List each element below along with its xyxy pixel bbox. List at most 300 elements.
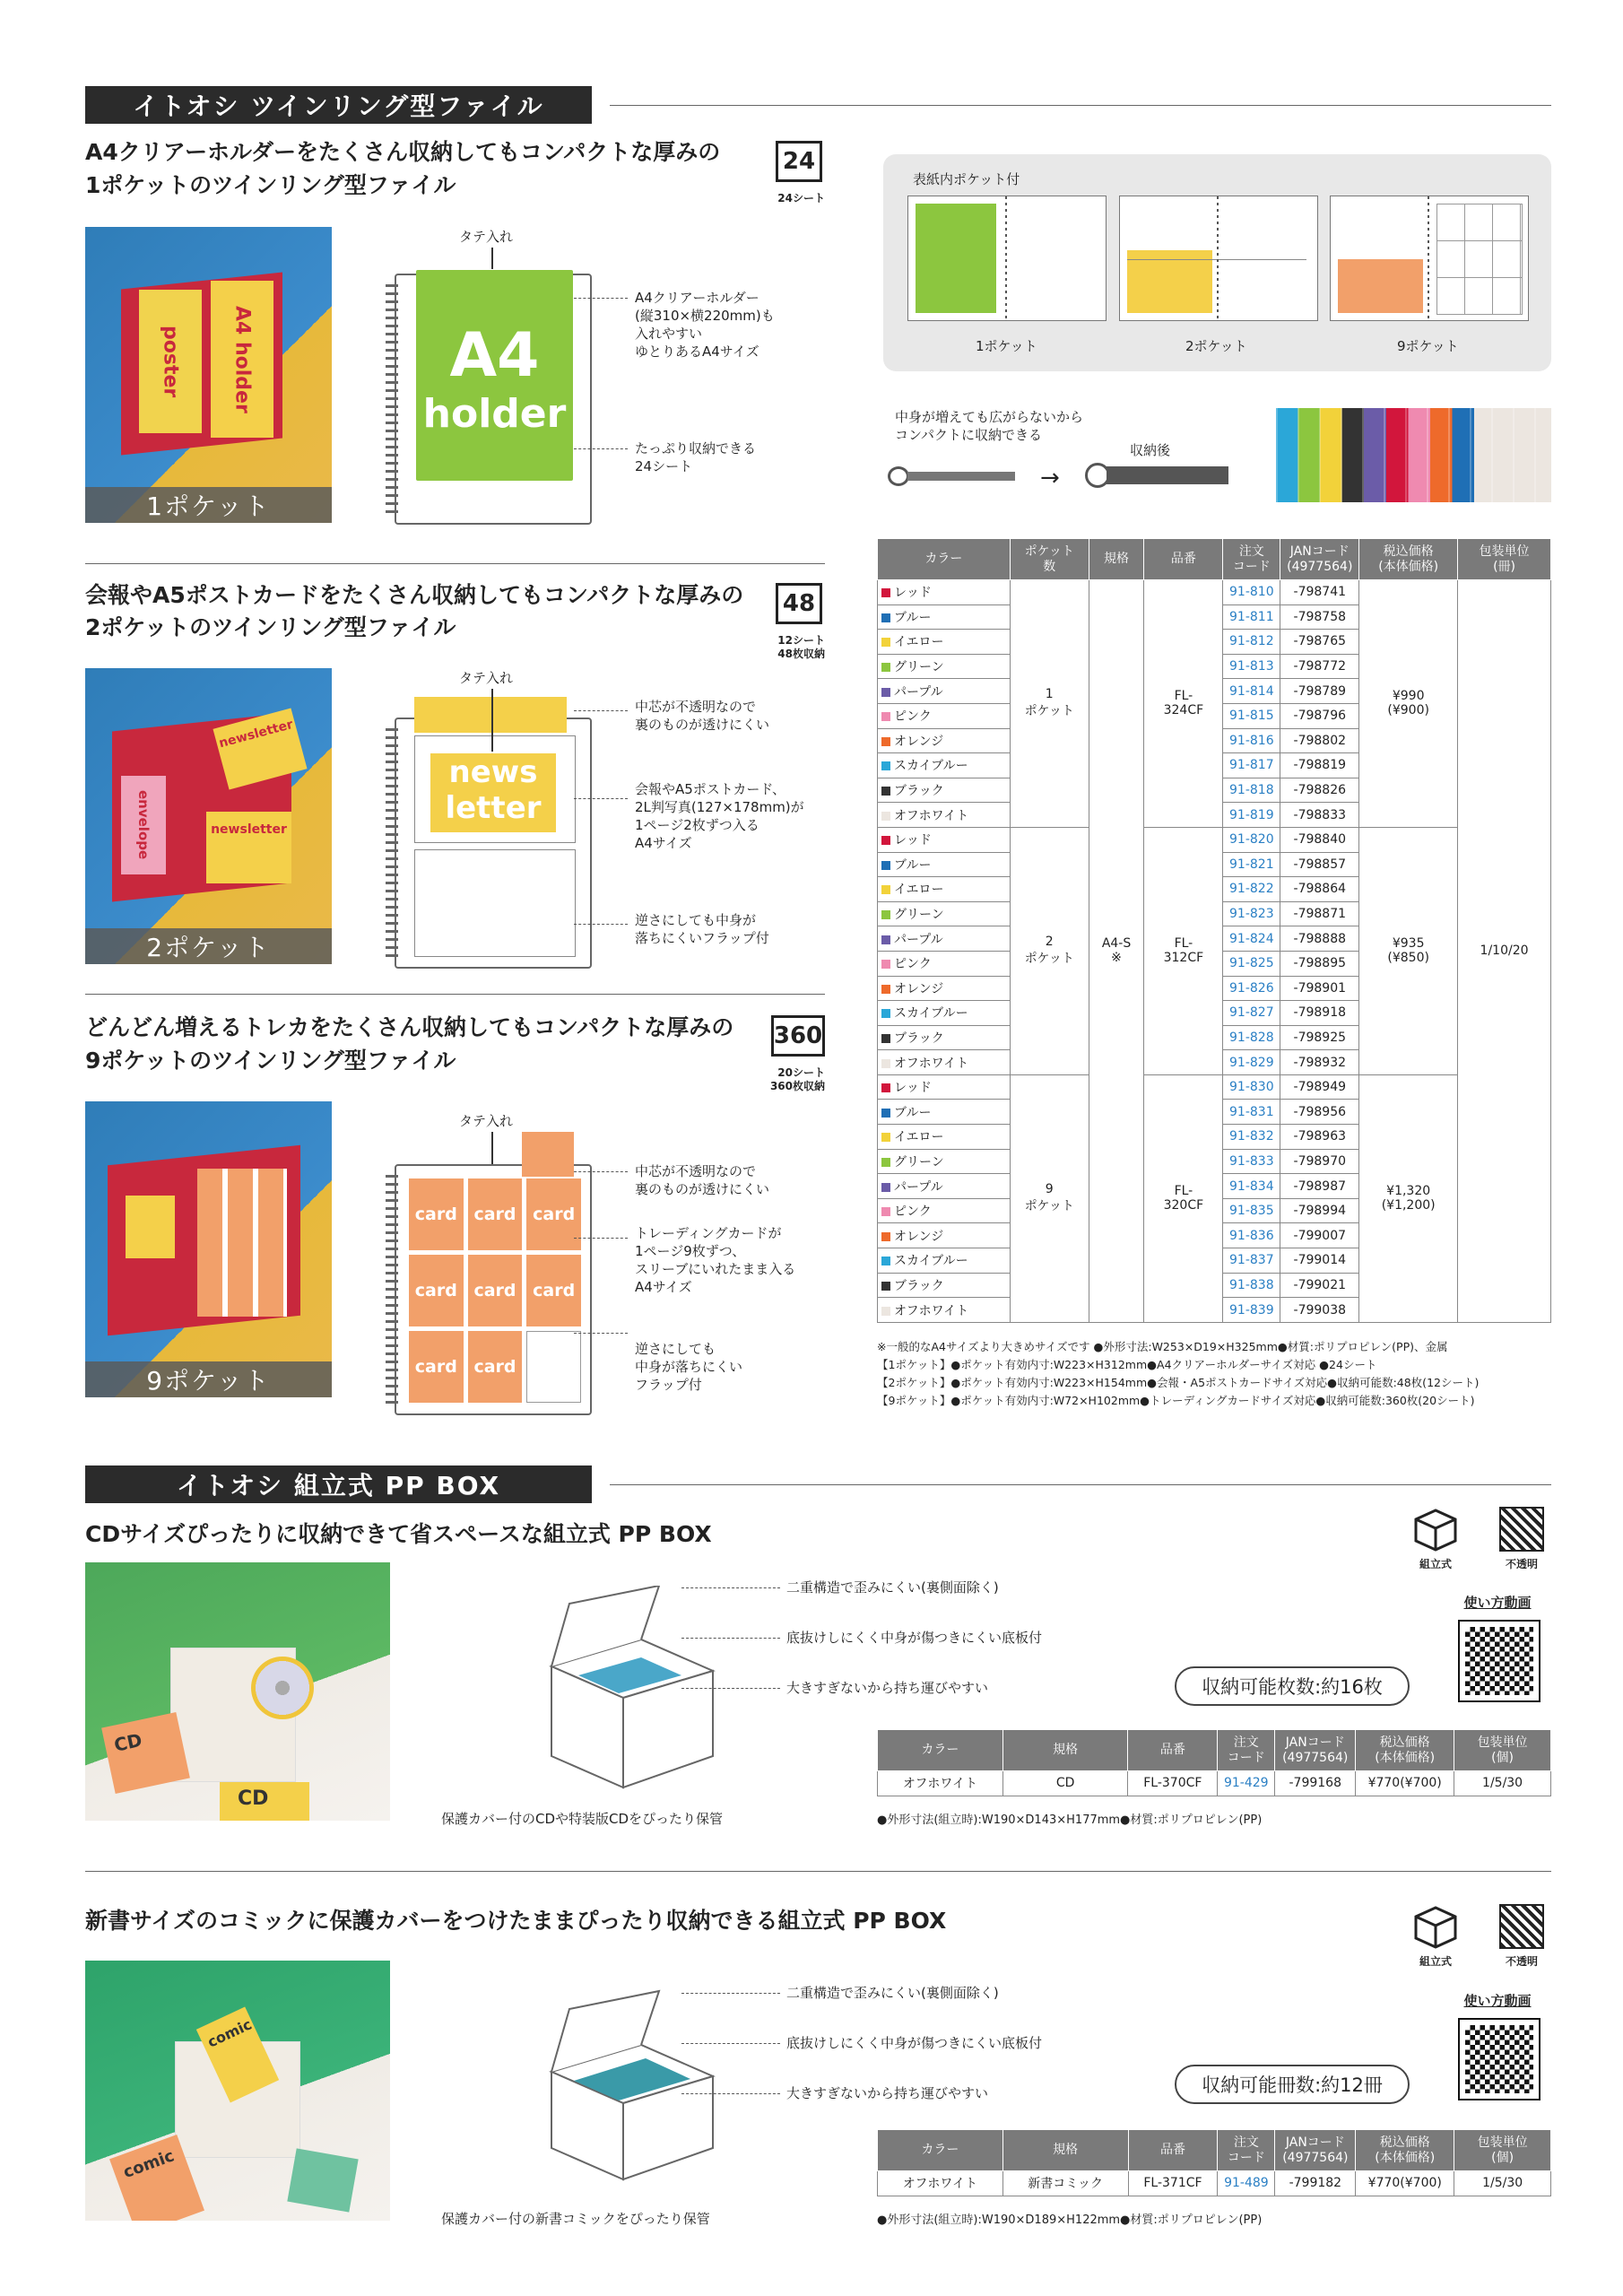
insert-arrow-icon bbox=[491, 689, 493, 752]
color-cell bbox=[878, 803, 1011, 828]
order-code-cell: 91-816 bbox=[1223, 728, 1280, 753]
order-code-cell: 91-824 bbox=[1223, 926, 1280, 952]
color-name: レッド bbox=[894, 833, 932, 848]
price-cell: ¥935 (¥850) bbox=[1359, 827, 1458, 1074]
jan-cell: -799038 bbox=[1280, 1298, 1359, 1323]
jan-cell: -799007 bbox=[1280, 1223, 1359, 1248]
color-swatch bbox=[881, 737, 890, 746]
order-code-cell: 91-817 bbox=[1223, 753, 1280, 778]
color-cell bbox=[878, 901, 1011, 926]
color-swatch bbox=[881, 613, 890, 622]
jan-cell: -798826 bbox=[1280, 778, 1359, 803]
product-code-cell: FL- 324CF bbox=[1144, 580, 1223, 828]
color-name: ブルー bbox=[894, 1105, 932, 1120]
jan-cell: -798932 bbox=[1280, 1050, 1359, 1075]
color-cell bbox=[878, 1298, 1011, 1323]
box2-table-row bbox=[878, 2171, 1551, 2196]
pocket-cell: 1 ポケット bbox=[1010, 580, 1089, 828]
sheet-count-caption: 24シート bbox=[777, 192, 825, 204]
file1-title-line2: 1ポケットのツインリング型ファイル bbox=[85, 172, 456, 198]
order-code-cell: 91-833 bbox=[1223, 1149, 1280, 1174]
jan-cell: -798758 bbox=[1280, 604, 1359, 630]
illus-news: news bbox=[448, 754, 538, 790]
box1-order: 91-429 bbox=[1218, 1771, 1275, 1796]
th-price: 税込価格 (本体価格) bbox=[1359, 539, 1458, 580]
order-code-cell: 91-831 bbox=[1223, 1100, 1280, 1125]
color-name: ピンク bbox=[894, 709, 932, 725]
file1-note-2: たっぷり収納できる 24シート bbox=[635, 440, 757, 474]
color-cell bbox=[878, 654, 1011, 679]
color-cell bbox=[878, 852, 1011, 877]
order-code-cell: 91-834 bbox=[1223, 1174, 1280, 1199]
color-swatch bbox=[881, 1232, 890, 1241]
card-slot: card bbox=[409, 1331, 464, 1403]
color-cell bbox=[878, 827, 1011, 852]
file3-illustration bbox=[395, 1164, 592, 1415]
color-cell bbox=[878, 1174, 1011, 1199]
compact-text: 中身が増えても広がらないから コンパクトに収納できる bbox=[895, 409, 1084, 443]
product-code-cell: FL- 312CF bbox=[1144, 827, 1223, 1074]
color-swatch bbox=[881, 1307, 890, 1316]
assembly-icon bbox=[1410, 1904, 1461, 1951]
th-jan: JANコード (4977564) bbox=[1275, 2130, 1356, 2171]
box2-code: FL-371CF bbox=[1128, 2171, 1218, 2196]
box2-price: ¥770(¥700) bbox=[1356, 2171, 1454, 2196]
color-swatch bbox=[881, 935, 890, 944]
box2-order: 91-489 bbox=[1218, 2171, 1275, 2196]
color-cell bbox=[878, 1025, 1011, 1050]
file3-tate-label: タテ入れ bbox=[459, 1113, 514, 1129]
th-unit: 包装単位 (個) bbox=[1454, 2130, 1551, 2171]
jan-cell: -798949 bbox=[1280, 1074, 1359, 1100]
color-swatch bbox=[881, 663, 890, 672]
jan-cell: -798772 bbox=[1280, 654, 1359, 679]
color-swatch bbox=[881, 688, 890, 697]
box2-spec-table bbox=[877, 2129, 1551, 2196]
color-swatch bbox=[881, 861, 890, 870]
order-code-cell: 91-818 bbox=[1223, 778, 1280, 803]
th-color: カラー bbox=[878, 2130, 1003, 2171]
color-swatch bbox=[881, 910, 890, 919]
jan-cell: -798796 bbox=[1280, 703, 1359, 728]
th-order: 注文 コード bbox=[1223, 539, 1280, 580]
color-cell bbox=[878, 703, 1011, 728]
color-swatch bbox=[881, 836, 890, 845]
color-swatch bbox=[881, 1009, 890, 1018]
jan-cell: -798918 bbox=[1280, 1001, 1359, 1026]
th-size: 規格 bbox=[1002, 2130, 1128, 2171]
th-jan: JANコード (4977564) bbox=[1280, 539, 1359, 580]
file-table-header bbox=[878, 539, 1551, 580]
cover-pocket-title: 表紙内ポケット付 bbox=[913, 171, 1020, 187]
color-cell bbox=[878, 679, 1011, 704]
box1-illustration bbox=[534, 1586, 740, 1792]
th-price: 税込価格 (本体価格) bbox=[1356, 1730, 1454, 1771]
photo-poster: poster bbox=[139, 290, 202, 433]
arrow-right-icon: → bbox=[1040, 465, 1060, 491]
file3-title-line2: 9ポケットのツインリング型ファイル bbox=[85, 1048, 456, 1074]
file2-note-1: 中芯が不透明なので 裏のものが透けにくい bbox=[635, 699, 770, 733]
photo-cd-case-1: CD bbox=[101, 1712, 190, 1794]
order-code-cell: 91-827 bbox=[1223, 1001, 1280, 1026]
file2-title-line2: 2ポケットのツインリング型ファイル bbox=[85, 614, 456, 640]
order-code-cell: 91-832 bbox=[1223, 1125, 1280, 1150]
pocket-cell: 9 ポケット bbox=[1010, 1074, 1089, 1322]
color-name: オレンジ bbox=[894, 1229, 944, 1244]
table-row bbox=[878, 1074, 1551, 1100]
order-code-cell: 91-815 bbox=[1223, 703, 1280, 728]
opaque-icon bbox=[1499, 1507, 1544, 1552]
illus-holder: holder bbox=[422, 391, 567, 437]
order-code-cell: 91-829 bbox=[1223, 1050, 1280, 1075]
box2-capacity-pill: 収納可能冊数:約12冊 bbox=[1175, 2065, 1410, 2104]
th-code: 品番 bbox=[1128, 1730, 1218, 1771]
order-code-cell: 91-814 bbox=[1223, 679, 1280, 704]
color-cell bbox=[878, 778, 1011, 803]
box1-code: FL-370CF bbox=[1128, 1771, 1218, 1796]
product-code-cell: FL- 320CF bbox=[1144, 1074, 1223, 1322]
order-code-cell: 91-828 bbox=[1223, 1025, 1280, 1050]
file3-note-3: 逆さにしても 中身が落ちにくい フラップ付 bbox=[635, 1341, 743, 1393]
color-name: グリーン bbox=[894, 1154, 944, 1170]
pocket9-illustration bbox=[1330, 196, 1529, 321]
photo-newsletter-1: newsletter bbox=[213, 709, 307, 790]
jan-cell: -798833 bbox=[1280, 803, 1359, 828]
order-code-cell: 91-821 bbox=[1223, 852, 1280, 877]
card-slot: card bbox=[409, 1178, 464, 1250]
card-slot: card bbox=[526, 1255, 581, 1326]
box1-unit: 1/5/30 bbox=[1454, 1771, 1551, 1796]
th-jan: JANコード (4977564) bbox=[1275, 1730, 1356, 1771]
table-row bbox=[878, 827, 1551, 852]
file-footnotes: ※一般的なA4サイズより大きめサイズです ●外形寸法:W253×D19×H325mm●材質:ポリプロピレン(PP)、金属 【1ポケット】●ポケット有効内寸:W223×H312mm●A4クリアーホルダーサイズ対応 ●24シート 【2ポケット】●ポケット有効内寸:W223×H154mm●会報・A5ポストカードサイズ対応●収納可能数:48枚(12シート) 【9ポケット】●ポケット有効内寸:W72×H102mm●トレーディングカードサイズ対応●収納可能数:360枚(20シート) bbox=[877, 1340, 1480, 1407]
price-cell: ¥990 (¥900) bbox=[1359, 580, 1458, 828]
color-swatch bbox=[881, 1083, 890, 1092]
th-order: 注文 コード bbox=[1218, 2130, 1275, 2171]
box1-spec: ●外形寸法(組立時):W190×D143×H177mm●材質:ポリプロピレン(PP) bbox=[877, 1813, 1263, 1827]
file-section-rule bbox=[610, 105, 1551, 106]
order-code-cell: 91-825 bbox=[1223, 951, 1280, 976]
file2-tate-label: タテ入れ bbox=[459, 670, 514, 686]
jan-cell: -798925 bbox=[1280, 1025, 1359, 1050]
color-cell bbox=[878, 1198, 1011, 1223]
size-cell: A4-S ※ bbox=[1089, 580, 1144, 1323]
color-swatch bbox=[881, 761, 890, 770]
file2-title-line1: 会報やA5ポストカードをたくさん収納してもコンパクトな厚みの bbox=[85, 582, 744, 608]
box2-color: オフホワイト bbox=[878, 2171, 1003, 2196]
color-cell bbox=[878, 1001, 1011, 1026]
howto-qr-code[interactable] bbox=[1460, 1622, 1539, 1700]
jan-cell: -798802 bbox=[1280, 728, 1359, 753]
box2-size: 新書コミック bbox=[1002, 2171, 1128, 2196]
file1-illustration bbox=[395, 274, 592, 525]
th-size: 規格 bbox=[1002, 1730, 1128, 1771]
color-name: パープル bbox=[894, 1179, 943, 1195]
card-slot: card bbox=[468, 1331, 523, 1403]
jan-cell: -798857 bbox=[1280, 852, 1359, 877]
order-code-cell: 91-837 bbox=[1223, 1248, 1280, 1274]
color-name: オレンジ bbox=[894, 734, 944, 749]
color-cell bbox=[878, 1050, 1011, 1075]
color-swatch bbox=[881, 1158, 890, 1167]
color-swatch bbox=[881, 1034, 890, 1043]
th-color: カラー bbox=[878, 1730, 1003, 1771]
file-section-band: イトオシ ツインリング型ファイル bbox=[85, 86, 592, 124]
color-name: ブラック bbox=[894, 1278, 944, 1293]
color-name: スカイブルー bbox=[894, 759, 968, 774]
jan-cell: -798963 bbox=[1280, 1125, 1359, 1150]
file2-photo bbox=[85, 668, 332, 964]
th-unit: 包装単位 (冊) bbox=[1458, 539, 1551, 580]
price-cell: ¥1,320 (¥1,200) bbox=[1359, 1074, 1458, 1322]
box1-table-row bbox=[878, 1771, 1551, 1796]
color-name: ブルー bbox=[894, 857, 932, 873]
color-swatch bbox=[881, 1207, 890, 1216]
pocket1-illustration bbox=[907, 196, 1107, 321]
color-swatch bbox=[881, 885, 890, 894]
box2-unit: 1/5/30 bbox=[1454, 2171, 1551, 2196]
file3-photo-label: 9ポケット bbox=[85, 1361, 332, 1397]
file1-title-line1: A4クリアーホルダーをたくさん収納してもコンパクトな厚みの bbox=[85, 139, 721, 165]
file2-photo-label: 2ポケット bbox=[85, 928, 332, 964]
order-code-cell: 91-813 bbox=[1223, 654, 1280, 679]
color-name: ピンク bbox=[894, 957, 932, 972]
color-name: パープル bbox=[894, 932, 943, 947]
jan-cell: -798970 bbox=[1280, 1149, 1359, 1174]
file2-illustration bbox=[395, 718, 592, 969]
jan-cell: -798895 bbox=[1280, 951, 1359, 976]
photo-comic-2: comic bbox=[109, 2135, 204, 2221]
color-cell bbox=[878, 728, 1011, 753]
color-cell bbox=[878, 976, 1011, 1001]
photo-comic-1: comic bbox=[196, 2007, 279, 2103]
file2-note-2: 会報やA5ポストカード、 2L判写真(127×178mm)が 1ページ2枚ずつ入る A4サイズ bbox=[635, 781, 804, 851]
sheet-count-badge: 24 bbox=[776, 141, 822, 182]
box2-note-1: 二重構造で歪みにくい(裏側面除く) bbox=[786, 1985, 999, 2001]
color-lineup-image bbox=[1276, 408, 1551, 502]
jan-cell: -799014 bbox=[1280, 1248, 1359, 1274]
howto-video-label: 使い方動画 bbox=[1463, 1595, 1532, 1611]
color-name: スカイブルー bbox=[894, 1006, 968, 1022]
assembly-label: 組立式 bbox=[1419, 1558, 1452, 1570]
insert-arrow-icon bbox=[491, 1132, 493, 1166]
pocket-label-2: 2ポケット bbox=[1185, 338, 1247, 354]
th-unit: 包装単位 (個) bbox=[1454, 1730, 1551, 1771]
pocket-label-1: 1ポケット bbox=[976, 338, 1037, 354]
box1-color: オフホワイト bbox=[878, 1771, 1003, 1796]
illus-a4: A4 bbox=[449, 320, 540, 391]
order-code-cell: 91-836 bbox=[1223, 1223, 1280, 1248]
color-cell bbox=[878, 753, 1011, 778]
jan-cell: -799021 bbox=[1280, 1273, 1359, 1298]
ring-before-icon bbox=[888, 466, 1022, 486]
pocket-label-3: 9ポケット bbox=[1397, 338, 1459, 354]
box1-price: ¥770(¥700) bbox=[1356, 1771, 1454, 1796]
box2-jan: -799182 bbox=[1275, 2171, 1356, 2196]
color-swatch bbox=[881, 588, 890, 597]
illus-letter: letter bbox=[445, 790, 542, 826]
box2-note-2: 底抜けしにくく中身が傷つきにくい底板付 bbox=[786, 2035, 1043, 2051]
color-name: グリーン bbox=[894, 908, 944, 923]
color-swatch bbox=[881, 1257, 890, 1265]
jan-cell: -798819 bbox=[1280, 753, 1359, 778]
ring-after-icon bbox=[1085, 463, 1228, 488]
photo-envelope: envelope bbox=[121, 776, 166, 874]
color-cell bbox=[878, 604, 1011, 630]
color-cell bbox=[878, 580, 1011, 605]
box1-size: CD bbox=[1002, 1771, 1128, 1796]
card-grid bbox=[409, 1178, 581, 1403]
th-code: 品番 bbox=[1144, 539, 1223, 580]
card-slot: card bbox=[526, 1178, 581, 1250]
jan-cell: -798901 bbox=[1280, 976, 1359, 1001]
color-name: スカイブルー bbox=[894, 1254, 968, 1269]
color-cell bbox=[878, 877, 1011, 902]
jan-cell: -798871 bbox=[1280, 901, 1359, 926]
th-code: 品番 bbox=[1128, 2130, 1218, 2171]
card-slot: card bbox=[468, 1178, 523, 1250]
color-cell bbox=[878, 1273, 1011, 1298]
color-swatch bbox=[881, 787, 890, 796]
th-pocket: ポケット 数 bbox=[1010, 539, 1089, 580]
card-slot-empty bbox=[526, 1331, 581, 1403]
order-code-cell: 91-811 bbox=[1223, 604, 1280, 630]
opaque-icon bbox=[1499, 1904, 1544, 1949]
capacity-caption: 12シート 48枚収納 bbox=[777, 634, 825, 660]
box1-note-3: 大きすぎないから持ち運びやすい bbox=[786, 1680, 989, 1696]
photo-newsletter-2: newsletter bbox=[206, 812, 291, 883]
order-code-cell: 91-810 bbox=[1223, 580, 1280, 605]
card-slot: card bbox=[468, 1255, 523, 1326]
order-code-cell: 91-823 bbox=[1223, 901, 1280, 926]
box2-title: 新書サイズのコミックに保護カバーをつけたままぴったり収納できる組立式 PP BOX bbox=[85, 1908, 947, 1934]
th-price: 税込価格 (本体価格) bbox=[1356, 2130, 1454, 2171]
file-spec-table bbox=[877, 538, 1551, 1323]
photo-cd-case-2: CD bbox=[220, 1782, 309, 1821]
color-swatch bbox=[881, 1059, 890, 1068]
color-name: ブラック bbox=[894, 1031, 944, 1046]
box2-spec: ●外形寸法(組立時):W190×D189×H122mm●材質:ポリプロピレン(PP) bbox=[877, 2213, 1263, 2227]
color-name: イエロー bbox=[894, 1130, 944, 1145]
box1-note-1: 二重構造で歪みにくい(裏側面除く) bbox=[786, 1579, 999, 1596]
jan-cell: -798864 bbox=[1280, 877, 1359, 902]
color-swatch bbox=[881, 960, 890, 969]
color-cell bbox=[878, 1125, 1011, 1150]
color-cell bbox=[878, 1074, 1011, 1100]
file1-note-1: A4クリアーホルダー (縦310×横220mm)も 入れやすい ゆとりあるA4サイズ bbox=[635, 290, 775, 360]
box2-photo bbox=[85, 1961, 390, 2221]
color-cell bbox=[878, 1248, 1011, 1274]
color-name: イエロー bbox=[894, 883, 944, 898]
box1-photo bbox=[85, 1562, 390, 1821]
howto-video-label: 使い方動画 bbox=[1463, 1993, 1532, 2009]
color-name: ピンク bbox=[894, 1205, 932, 1220]
box1-capacity-pill: 収納可能枚数:約16枚 bbox=[1175, 1666, 1410, 1706]
file3-note-1: 中芯が不透明なので 裏のものが透けにくい bbox=[635, 1163, 770, 1197]
jan-cell: -798956 bbox=[1280, 1100, 1359, 1125]
jan-cell: -798765 bbox=[1280, 630, 1359, 655]
color-cell bbox=[878, 1149, 1011, 1174]
color-name: オフホワイト bbox=[894, 808, 969, 823]
file1-photo bbox=[85, 227, 332, 523]
order-code-cell: 91-820 bbox=[1223, 827, 1280, 852]
card-slot: card bbox=[409, 1255, 464, 1326]
file1-tate-label: タテ入れ bbox=[459, 229, 514, 245]
box2-caption: 保護カバー付の新書コミックをぴったり保管 bbox=[441, 2211, 710, 2227]
order-code-cell: 91-830 bbox=[1223, 1074, 1280, 1100]
order-code-cell: 91-839 bbox=[1223, 1298, 1280, 1323]
file2-note-3: 逆さにしても中身が 落ちにくいフラップ付 bbox=[635, 912, 769, 946]
th-order: 注文 コード bbox=[1218, 1730, 1275, 1771]
order-code-cell: 91-826 bbox=[1223, 976, 1280, 1001]
color-swatch bbox=[881, 638, 890, 647]
file3-title-line1: どんどん増えるトレカをたくさん収納してもコンパクトな厚みの bbox=[85, 1014, 734, 1040]
file3-photo bbox=[85, 1101, 332, 1397]
box1-caption: 保護カバー付のCDや特装版CDをぴったり保管 bbox=[441, 1811, 724, 1827]
compact-after-label: 収納後 bbox=[1130, 442, 1171, 458]
pocket2-illustration bbox=[1119, 196, 1318, 321]
photo-a4holder: A4 holder bbox=[211, 281, 273, 438]
color-swatch bbox=[881, 1133, 890, 1142]
file1-photo-label: 1ポケット bbox=[85, 487, 332, 523]
color-swatch bbox=[881, 1109, 890, 1118]
capacity-badge: 360 bbox=[771, 1015, 825, 1057]
color-swatch bbox=[881, 1282, 890, 1291]
box-section-band: イトオシ 組立式 PP BOX bbox=[85, 1465, 592, 1503]
th-size: 規格 bbox=[1089, 539, 1144, 580]
color-name: パープル bbox=[894, 684, 943, 700]
color-name: グリーン bbox=[894, 660, 944, 675]
order-code-cell: 91-835 bbox=[1223, 1198, 1280, 1223]
color-swatch bbox=[881, 712, 890, 721]
color-name: レッド bbox=[894, 586, 932, 601]
jan-cell: -798741 bbox=[1280, 580, 1359, 605]
opaque-label: 不透明 bbox=[1505, 1558, 1538, 1570]
table-row bbox=[878, 580, 1551, 605]
color-cell bbox=[878, 1223, 1011, 1248]
howto-qr-code[interactable] bbox=[1460, 2020, 1539, 2099]
box1-title: CDサイズぴったりに収納できて省スペースな組立式 PP BOX bbox=[85, 1521, 712, 1547]
color-name: イエロー bbox=[894, 635, 944, 650]
color-cell bbox=[878, 926, 1011, 952]
th-color: カラー bbox=[878, 539, 1011, 580]
file3-note-2: トレーディングカードが 1ページ9枚ずつ、 スリーブにいれたまま入る A4サイズ bbox=[635, 1225, 796, 1295]
jan-cell: -798987 bbox=[1280, 1174, 1359, 1199]
color-swatch bbox=[881, 1183, 890, 1192]
capacity-badge: 48 bbox=[776, 583, 822, 624]
box1-jan: -799168 bbox=[1275, 1771, 1356, 1796]
color-cell bbox=[878, 951, 1011, 976]
color-name: ブラック bbox=[894, 784, 944, 799]
jan-cell: -798840 bbox=[1280, 827, 1359, 852]
color-name: オフホワイト bbox=[894, 1303, 969, 1318]
color-cell bbox=[878, 630, 1011, 655]
jan-cell: -798994 bbox=[1280, 1198, 1359, 1223]
color-swatch bbox=[881, 985, 890, 994]
order-code-cell: 91-819 bbox=[1223, 803, 1280, 828]
order-code-cell: 91-822 bbox=[1223, 877, 1280, 902]
assembly-icon bbox=[1410, 1507, 1461, 1553]
capacity-caption: 20シート 360枚収納 bbox=[769, 1066, 825, 1092]
jan-cell: -798888 bbox=[1280, 926, 1359, 952]
color-name: レッド bbox=[894, 1081, 932, 1096]
color-name: オフホワイト bbox=[894, 1056, 969, 1071]
box2-note-3: 大きすぎないから持ち運びやすい bbox=[786, 2085, 989, 2101]
color-swatch bbox=[881, 812, 890, 821]
order-code-cell: 91-812 bbox=[1223, 630, 1280, 655]
box1-spec-table bbox=[877, 1729, 1551, 1796]
insert-arrow-icon bbox=[491, 248, 493, 269]
